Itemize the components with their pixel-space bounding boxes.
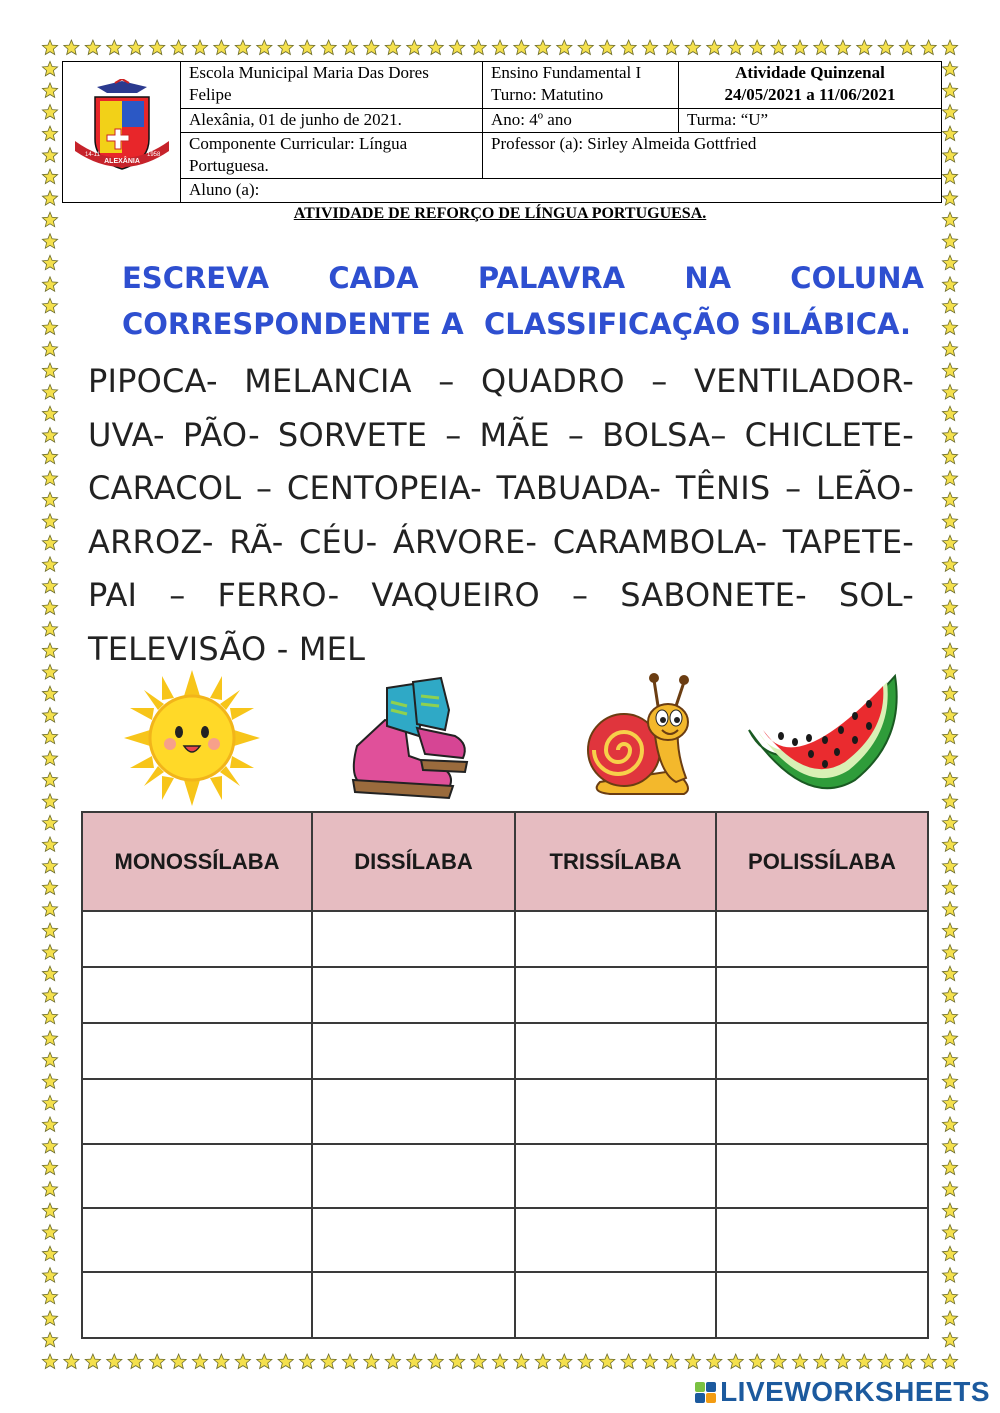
star-icon [42,1268,57,1283]
word-list: PIPOCA- MELANCIA – QUADRO – VENTILADOR- UVA- PÃO- SORVETE – MÃE – BOLSA– CHICLETE- CARACOL – CENTOPEIA- TABUADA- TÊNIS – LEÃO- ARROZ- RÃ- CÉU- ÁRVORE- CARAMBOLA- TAPETE- PAI – FERRO- VAQUEIRO – SABONETE- SOL- TELEVISÃO - MEL [88,362,914,668]
star-icon [42,385,57,400]
column-header-trisyllable: TRISSÍLABA [515,812,716,911]
star-icon [942,837,957,851]
star-icon [42,858,57,873]
star-icon [342,1354,357,1369]
star-icon [942,83,957,98]
level-shift-cell [483,62,679,109]
instruction-line-1 [122,255,924,301]
school-logo-cell [63,62,181,203]
star-icon [900,40,915,55]
star-icon [792,1354,807,1369]
star-icon [42,600,57,615]
star-icon [878,40,893,55]
star-icon [942,1095,957,1109]
star-icon [557,1354,572,1369]
star-icon [128,40,143,55]
star-icon [42,1009,57,1024]
star-icon [814,40,829,55]
answer-cell[interactable] [716,1023,928,1079]
table-row [82,967,928,1023]
star-icon [878,1354,893,1369]
star-icon [364,40,379,55]
star-icon [942,1311,957,1325]
star-icon [685,1354,700,1369]
star-icon [321,1354,336,1369]
star-icon [621,1354,636,1369]
star-icon [942,1138,957,1153]
star-icon [42,298,57,312]
star-icon [942,945,957,960]
star-icon [514,1354,529,1369]
star-icon [942,988,957,1002]
watermelon-picture [745,670,900,800]
answer-cell[interactable] [716,1208,928,1272]
star-icon [942,277,957,292]
education-level: Ensino Fundamental I [491,63,642,82]
star-icon [42,988,57,1002]
star-icon [942,815,957,830]
star-icon [107,40,122,55]
star-icon [942,341,957,356]
star-icon [578,40,593,55]
star-icon [642,40,657,55]
star-icon [300,40,315,55]
star-icon [85,1354,100,1369]
answer-cell[interactable] [312,911,515,967]
subject: Componente Curricular: Língua Portuguesa. [181,133,483,179]
star-icon [192,40,207,55]
answer-cell[interactable] [716,1079,928,1143]
star-icon [42,40,57,55]
star-icon [771,1354,786,1369]
star-icon [42,1074,57,1089]
instruction-word: ESCREVA [122,261,270,295]
star-icon [42,363,57,377]
star-icon [857,40,872,55]
star-icon [942,578,957,593]
teacher: Professor (a): Sirley Almeida Gottfried [483,133,942,179]
star-icon [42,341,57,356]
svg-text:14-11: 14-11 [84,152,100,158]
answer-cell[interactable] [515,1023,716,1079]
star-icon [42,471,57,486]
star-icon [42,126,57,141]
star-icon [750,40,765,55]
answer-cell[interactable] [716,1272,928,1338]
star-icon [942,169,957,184]
header-table [62,61,942,203]
star-icon [942,148,957,162]
star-icon [42,105,57,120]
star-icon [257,1354,272,1369]
star-icon [42,514,57,528]
answer-cell[interactable] [82,1144,312,1208]
star-icon [42,578,57,593]
activity-cell [679,62,942,109]
star-icon [942,600,957,615]
answer-cell[interactable] [82,1272,312,1338]
liveworksheets-icon [695,1382,716,1403]
instruction-word: CADA [328,261,419,295]
star-icon [578,1354,593,1369]
star-icon [42,1160,57,1175]
sun-picture [122,668,262,808]
star-icon [214,1354,229,1369]
star-icon [42,277,57,292]
instruction-word: NA [684,261,732,295]
star-icon [942,1332,957,1347]
answer-cell[interactable] [515,911,716,967]
pictures-row [0,662,1000,810]
answer-cell[interactable] [312,1208,515,1272]
star-icon [900,1354,915,1369]
star-icon [814,1354,829,1369]
star-icon [128,1354,143,1369]
star-icon [942,966,957,981]
answer-cell[interactable] [82,1023,312,1079]
star-icon [42,428,57,443]
star-icon [42,1052,57,1067]
answer-cell[interactable] [515,1079,716,1143]
star-icon [42,1138,57,1153]
instruction [122,255,924,347]
star-icon [942,126,957,141]
star-icon [707,1354,722,1369]
star-icon [428,40,443,55]
star-icon [792,40,807,55]
star-icon [642,1354,657,1369]
star-icon [942,363,957,377]
star-icon [942,643,957,658]
star-icon [42,191,57,206]
star-icon [42,61,57,76]
svg-text:1958: 1958 [146,152,160,158]
star-icon [942,428,957,443]
instruction-line-2: CORRESPONDENTE A CLASSIFICAÇÃO SILÁBICA. [122,307,911,341]
answer-cell[interactable] [716,967,928,1023]
star-icon [364,1354,379,1369]
instruction-word: COLUNA [790,261,924,295]
star-icon [942,514,957,528]
worksheet-subtitle: ATIVIDADE DE REFORÇO DE LÍNGUA PORTUGUESA. [293,205,707,222]
star-icon [150,40,165,55]
star-icon [42,945,57,960]
star-icon [42,148,57,162]
shift: Turno: Matutino [491,85,604,104]
star-icon [428,1354,443,1369]
svg-text:ALEXÂNIA: ALEXÂNIA [103,158,140,165]
star-icon [64,40,79,55]
star-icon [728,40,743,55]
star-icon [942,406,957,420]
star-icon [942,557,957,572]
star-icon [107,1354,122,1369]
answer-cell[interactable] [716,1144,928,1208]
star-icon [942,1031,957,1046]
activity-dates: 24/05/2021 a 11/06/2021 [724,85,896,104]
activity-title: Atividade Quinzenal [735,63,885,82]
star-icon [942,1160,957,1175]
star-icon [942,385,957,400]
class-group: Turma: “U” [679,109,942,133]
table-row [82,1144,928,1208]
answer-cell[interactable] [312,1023,515,1079]
star-icon [42,320,57,335]
star-icon [942,320,957,335]
star-icon [942,1268,957,1283]
answer-cell[interactable] [82,1208,312,1272]
star-icon [42,923,57,938]
place-date: Alexânia, 01 de junho de 2021. [181,109,483,133]
star-icon [42,83,57,98]
star-icon [235,40,250,55]
star-icon [42,1311,57,1325]
star-icon [535,1354,550,1369]
sneakers-picture [345,676,475,806]
star-icon [921,1354,936,1369]
table-row [82,1272,928,1338]
star-icon [514,40,529,55]
star-icon [942,1354,957,1369]
star-icon [471,1354,486,1369]
star-icon [728,1354,743,1369]
star-icon [42,169,57,184]
star-icon [407,1354,422,1369]
star-icon [557,40,572,55]
star-icon [42,622,57,636]
school-name: Escola Municipal Maria Das Dores Felipe [181,62,483,109]
star-icon [471,40,486,55]
liveworksheets-logo [695,1374,990,1410]
star-icon [385,40,400,55]
star-icon [407,40,422,55]
star-icon [42,1246,57,1260]
column-header-monosyllable: MONOSSÍLABA [82,812,312,911]
star-icon [942,234,957,249]
star-icon [750,1354,765,1369]
star-icon [192,1354,207,1369]
brand-name: LIVEWORKSHEETS [720,1376,990,1407]
star-icon [42,1354,57,1369]
star-icon [942,298,957,312]
star-icon [942,449,957,464]
answer-cell[interactable] [515,1208,716,1272]
star-icon [942,1203,957,1217]
star-icon [942,1246,957,1260]
answer-cell[interactable] [515,967,716,1023]
star-icon [942,191,957,206]
star-icon [450,1354,465,1369]
student-name-field[interactable]: Aluno (a): [181,179,942,203]
star-icon [171,40,186,55]
star-icon [42,1225,57,1240]
star-icon [42,255,57,269]
star-icon [771,40,786,55]
star-icon [42,1095,57,1109]
star-icon [942,535,957,550]
star-icon [300,1354,315,1369]
star-icon [278,40,293,55]
table-row [82,1079,928,1143]
star-icon [664,1354,679,1369]
star-icon [42,902,57,917]
star-icon [942,1182,957,1197]
classification-table [81,811,929,1339]
answer-cell[interactable] [515,1144,716,1208]
star-icon [42,535,57,550]
star-icon [942,622,957,636]
star-icon [921,40,936,55]
answer-cell[interactable] [716,911,928,967]
star-icon [492,1354,507,1369]
star-icon [385,1354,400,1369]
star-icon [42,492,57,507]
star-icon [942,1052,957,1067]
answer-cell[interactable] [82,967,312,1023]
snail-picture [580,662,695,802]
star-icon [42,449,57,464]
star-icon [942,255,957,269]
instruction-word: PALAVRA [477,261,626,295]
star-icon [600,40,615,55]
star-icon [42,1031,57,1046]
star-icon [171,1354,186,1369]
answer-cell[interactable] [82,1079,312,1143]
column-header-polysyllable: POLISSÍLABA [716,812,928,911]
star-icon [42,966,57,981]
answer-cell[interactable] [82,911,312,967]
star-icon [621,40,636,55]
column-header-disyllable: DISSÍLABA [312,812,515,911]
star-icon [42,1332,57,1347]
answer-cell[interactable] [312,1079,515,1143]
answer-cell[interactable] [312,967,515,1023]
star-icon [942,923,957,938]
star-icon [664,40,679,55]
star-icon [214,40,229,55]
table-row [82,1208,928,1272]
answer-cell[interactable] [312,1144,515,1208]
star-icon [342,40,357,55]
star-icon [42,643,57,658]
star-icon [64,1354,79,1369]
star-icon [278,1354,293,1369]
star-icon [42,406,57,420]
star-icon [257,40,272,55]
star-icon [42,234,57,249]
table-row [82,1023,928,1079]
star-icon [942,61,957,76]
star-icon [835,40,850,55]
star-icon [85,40,100,55]
star-icon [942,105,957,120]
star-icon [942,1117,957,1132]
star-icon [942,492,957,507]
star-icon [857,1354,872,1369]
star-icon [942,1074,957,1089]
star-icon [535,40,550,55]
star-icon [942,40,957,55]
star-icon [42,880,57,894]
star-icon [150,1354,165,1369]
star-icon [942,1009,957,1024]
star-icon [42,815,57,830]
school-crest-icon [67,79,177,179]
star-icon [707,40,722,55]
star-icon [42,1289,57,1304]
star-icon [235,1354,250,1369]
star-icon [42,837,57,851]
school-year: Ano: 4º ano [483,109,679,133]
star-icon [42,1182,57,1197]
answer-cell[interactable] [312,1272,515,1338]
star-icon [450,40,465,55]
table-row [82,911,928,967]
star-icon [42,1203,57,1217]
star-icon [942,858,957,873]
answer-cell[interactable] [515,1272,716,1338]
star-icon [685,40,700,55]
star-icon [942,471,957,486]
star-icon [942,880,957,894]
star-icon [42,1117,57,1132]
star-icon [42,557,57,572]
star-icon [942,902,957,917]
star-icon [321,40,336,55]
star-icon [942,1289,957,1304]
star-icon [942,1225,957,1240]
star-icon [600,1354,615,1369]
star-icon [492,40,507,55]
star-icon [835,1354,850,1369]
